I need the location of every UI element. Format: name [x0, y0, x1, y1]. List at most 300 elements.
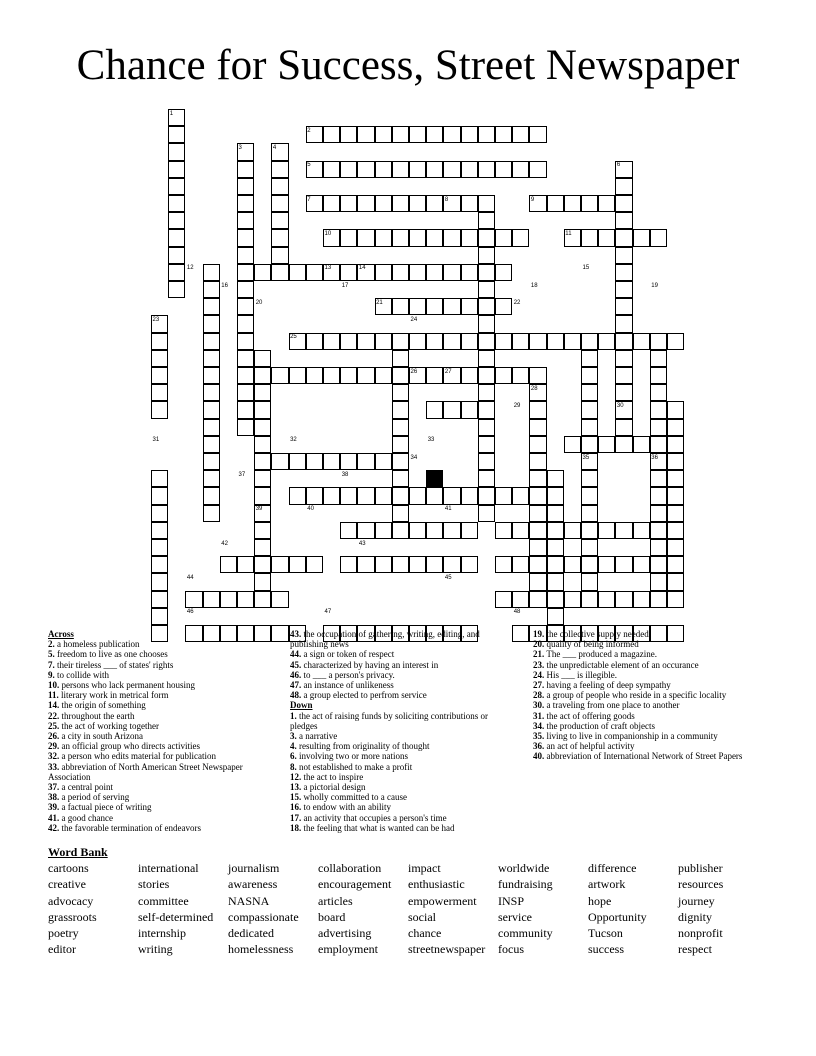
- crossword-cell[interactable]: [271, 591, 288, 608]
- crossword-cell[interactable]: [392, 487, 409, 504]
- crossword-cell[interactable]: [615, 281, 632, 298]
- crossword-cell[interactable]: [271, 178, 288, 195]
- crossword-cell[interactable]: [254, 350, 271, 367]
- crossword-cell[interactable]: [237, 281, 254, 298]
- crossword-cell[interactable]: [306, 333, 323, 350]
- crossword-cell[interactable]: [375, 367, 392, 384]
- crossword-cell[interactable]: [461, 195, 478, 212]
- crossword-cell[interactable]: [547, 539, 564, 556]
- crossword-cell[interactable]: [237, 419, 254, 436]
- crossword-cell[interactable]: [581, 556, 598, 573]
- crossword-cell[interactable]: [237, 212, 254, 229]
- crossword-cell[interactable]: [667, 470, 684, 487]
- crossword-cell[interactable]: [495, 229, 512, 246]
- crossword-cell[interactable]: [289, 453, 306, 470]
- crossword-cell[interactable]: [581, 470, 598, 487]
- crossword-cell[interactable]: [529, 522, 546, 539]
- crossword-cell[interactable]: [529, 436, 546, 453]
- crossword-cell[interactable]: [426, 487, 443, 504]
- crossword-cell[interactable]: [323, 195, 340, 212]
- crossword-cell[interactable]: [151, 539, 168, 556]
- crossword-cell[interactable]: [478, 505, 495, 522]
- crossword-cell[interactable]: [289, 264, 306, 281]
- crossword-cell[interactable]: [237, 401, 254, 418]
- crossword-cell[interactable]: [667, 333, 684, 350]
- crossword-cell[interactable]: [529, 539, 546, 556]
- crossword-cell[interactable]: [323, 161, 340, 178]
- crossword-cell[interactable]: [392, 126, 409, 143]
- crossword-cell[interactable]: [237, 178, 254, 195]
- crossword-cell[interactable]: [650, 470, 667, 487]
- crossword-cell[interactable]: [237, 333, 254, 350]
- crossword-cell[interactable]: [564, 333, 581, 350]
- crossword-cell[interactable]: [461, 264, 478, 281]
- crossword-cell[interactable]: [581, 436, 598, 453]
- crossword-cell[interactable]: [392, 401, 409, 418]
- crossword-cell[interactable]: [426, 333, 443, 350]
- crossword-cell[interactable]: [203, 453, 220, 470]
- crossword-cell[interactable]: [271, 556, 288, 573]
- crossword-cell[interactable]: [633, 556, 650, 573]
- crossword-cell[interactable]: [306, 453, 323, 470]
- crossword-cell[interactable]: [650, 505, 667, 522]
- crossword-cell[interactable]: [581, 591, 598, 608]
- crossword-cell[interactable]: [237, 195, 254, 212]
- crossword-cell[interactable]: [409, 161, 426, 178]
- crossword-cell[interactable]: [340, 367, 357, 384]
- crossword-cell[interactable]: [461, 522, 478, 539]
- crossword-cell[interactable]: [323, 333, 340, 350]
- crossword-cell[interactable]: [495, 161, 512, 178]
- crossword-cell[interactable]: [598, 556, 615, 573]
- crossword-cell[interactable]: [340, 195, 357, 212]
- crossword-cell[interactable]: [615, 178, 632, 195]
- crossword-cell[interactable]: [650, 591, 667, 608]
- crossword-cell[interactable]: [271, 367, 288, 384]
- crossword-cell[interactable]: [392, 333, 409, 350]
- crossword-cell[interactable]: [392, 556, 409, 573]
- crossword-cell[interactable]: [340, 161, 357, 178]
- crossword-cell[interactable]: [650, 367, 667, 384]
- crossword-cell[interactable]: [461, 229, 478, 246]
- crossword-cell[interactable]: [478, 212, 495, 229]
- crossword-cell[interactable]: [392, 419, 409, 436]
- crossword-cell[interactable]: [529, 333, 546, 350]
- crossword-cell[interactable]: [615, 556, 632, 573]
- crossword-cell[interactable]: [203, 384, 220, 401]
- crossword-cell[interactable]: [443, 161, 460, 178]
- crossword-cell[interactable]: [615, 298, 632, 315]
- crossword-cell[interactable]: [203, 333, 220, 350]
- crossword-cell[interactable]: [168, 212, 185, 229]
- crossword-cell[interactable]: [254, 573, 271, 590]
- crossword-cell[interactable]: [564, 436, 581, 453]
- crossword-cell[interactable]: [650, 333, 667, 350]
- crossword-cell[interactable]: [478, 367, 495, 384]
- crossword-cell[interactable]: [426, 126, 443, 143]
- crossword-cell[interactable]: [547, 487, 564, 504]
- crossword-cell[interactable]: [667, 453, 684, 470]
- crossword-cell[interactable]: [151, 608, 168, 625]
- crossword-cell[interactable]: [478, 247, 495, 264]
- crossword-cell[interactable]: [392, 195, 409, 212]
- crossword-cell[interactable]: [254, 522, 271, 539]
- crossword-cell[interactable]: [633, 229, 650, 246]
- crossword-cell[interactable]: [547, 522, 564, 539]
- crossword-cell[interactable]: [220, 556, 237, 573]
- crossword-cell[interactable]: [443, 333, 460, 350]
- crossword-cell[interactable]: [340, 556, 357, 573]
- crossword-cell[interactable]: [357, 195, 374, 212]
- crossword-cell[interactable]: [254, 556, 271, 573]
- crossword-cell[interactable]: [478, 333, 495, 350]
- crossword-cell[interactable]: [426, 367, 443, 384]
- crossword-cell[interactable]: [443, 401, 460, 418]
- crossword-cell[interactable]: [340, 333, 357, 350]
- crossword-cell[interactable]: [375, 333, 392, 350]
- crossword-cell[interactable]: [375, 556, 392, 573]
- crossword-cell[interactable]: [650, 229, 667, 246]
- crossword-cell[interactable]: [581, 229, 598, 246]
- crossword-cell[interactable]: [151, 573, 168, 590]
- crossword-cell[interactable]: [495, 591, 512, 608]
- crossword-cell[interactable]: [340, 487, 357, 504]
- crossword-cell[interactable]: [271, 195, 288, 212]
- crossword-cell[interactable]: [168, 178, 185, 195]
- crossword-cell[interactable]: [650, 436, 667, 453]
- crossword-cell[interactable]: [564, 195, 581, 212]
- crossword-cell[interactable]: [306, 487, 323, 504]
- crossword-cell[interactable]: [237, 315, 254, 332]
- crossword-cell[interactable]: [547, 333, 564, 350]
- crossword-cell[interactable]: [254, 401, 271, 418]
- crossword-cell[interactable]: [426, 556, 443, 573]
- crossword-cell[interactable]: [271, 229, 288, 246]
- crossword-cell[interactable]: [357, 126, 374, 143]
- crossword-cell[interactable]: [254, 419, 271, 436]
- crossword-cell[interactable]: [529, 556, 546, 573]
- crossword-cell[interactable]: [151, 401, 168, 418]
- crossword-cell[interactable]: [168, 281, 185, 298]
- crossword-cell[interactable]: [615, 315, 632, 332]
- crossword-cell[interactable]: [375, 195, 392, 212]
- crossword-cell[interactable]: [598, 229, 615, 246]
- crossword-cell[interactable]: [237, 264, 254, 281]
- crossword-cell[interactable]: [254, 539, 271, 556]
- crossword-cell[interactable]: [615, 229, 632, 246]
- crossword-cell[interactable]: [151, 591, 168, 608]
- crossword-cell[interactable]: [443, 229, 460, 246]
- crossword-cell[interactable]: [615, 384, 632, 401]
- crossword-cell[interactable]: [340, 126, 357, 143]
- crossword-cell[interactable]: [392, 298, 409, 315]
- crossword-cell[interactable]: [461, 367, 478, 384]
- crossword-cell[interactable]: [495, 367, 512, 384]
- crossword-cell[interactable]: [151, 487, 168, 504]
- crossword-cell[interactable]: [615, 419, 632, 436]
- crossword-cell[interactable]: [237, 384, 254, 401]
- crossword-cell[interactable]: [650, 350, 667, 367]
- crossword-cell[interactable]: [650, 401, 667, 418]
- crossword-cell[interactable]: [237, 350, 254, 367]
- crossword-cell[interactable]: [151, 556, 168, 573]
- crossword-cell[interactable]: [478, 453, 495, 470]
- crossword-cell[interactable]: [633, 436, 650, 453]
- crossword-cell[interactable]: [667, 487, 684, 504]
- crossword-cell[interactable]: [615, 195, 632, 212]
- crossword-cell[interactable]: [478, 161, 495, 178]
- crossword-cell[interactable]: [375, 522, 392, 539]
- crossword-cell[interactable]: [254, 591, 271, 608]
- crossword-cell[interactable]: [615, 247, 632, 264]
- crossword-cell[interactable]: [461, 333, 478, 350]
- crossword-cell[interactable]: [581, 401, 598, 418]
- crossword-cell[interactable]: [409, 522, 426, 539]
- crossword-cell[interactable]: [650, 384, 667, 401]
- crossword-cell[interactable]: [650, 487, 667, 504]
- crossword-cell[interactable]: [237, 556, 254, 573]
- crossword-cell[interactable]: [357, 229, 374, 246]
- crossword-cell[interactable]: [168, 264, 185, 281]
- crossword-cell[interactable]: [409, 487, 426, 504]
- crossword-cell[interactable]: [615, 522, 632, 539]
- crossword-cell[interactable]: [237, 247, 254, 264]
- crossword-cell[interactable]: [547, 505, 564, 522]
- crossword-cell[interactable]: [495, 556, 512, 573]
- crossword-cell[interactable]: [547, 470, 564, 487]
- crossword-cell[interactable]: [529, 470, 546, 487]
- crossword-cell[interactable]: [203, 591, 220, 608]
- crossword-cell[interactable]: [581, 350, 598, 367]
- crossword-cell[interactable]: [426, 161, 443, 178]
- crossword-cell[interactable]: [392, 264, 409, 281]
- crossword-cell[interactable]: [650, 539, 667, 556]
- crossword-cell[interactable]: [203, 419, 220, 436]
- crossword-cell[interactable]: [461, 126, 478, 143]
- crossword-cell[interactable]: [392, 505, 409, 522]
- crossword-cell[interactable]: [547, 591, 564, 608]
- crossword-cell[interactable]: [168, 126, 185, 143]
- crossword-cell[interactable]: [443, 264, 460, 281]
- crossword-cell[interactable]: [615, 264, 632, 281]
- crossword-cell[interactable]: [512, 126, 529, 143]
- crossword-cell[interactable]: [564, 556, 581, 573]
- crossword-cell[interactable]: [340, 453, 357, 470]
- crossword-cell[interactable]: [409, 333, 426, 350]
- crossword-cell[interactable]: [598, 436, 615, 453]
- crossword-cell[interactable]: [203, 298, 220, 315]
- crossword-cell[interactable]: [254, 453, 271, 470]
- crossword-cell[interactable]: [254, 487, 271, 504]
- crossword-cell[interactable]: [409, 298, 426, 315]
- crossword-cell[interactable]: [598, 591, 615, 608]
- crossword-cell[interactable]: [478, 401, 495, 418]
- crossword-cell[interactable]: [151, 384, 168, 401]
- crossword-cell[interactable]: [478, 298, 495, 315]
- crossword-cell[interactable]: [615, 436, 632, 453]
- crossword-cell[interactable]: [392, 229, 409, 246]
- crossword-cell[interactable]: [667, 539, 684, 556]
- crossword-cell[interactable]: [357, 333, 374, 350]
- crossword-cell[interactable]: [151, 367, 168, 384]
- crossword-cell[interactable]: [254, 384, 271, 401]
- crossword-cell[interactable]: [168, 229, 185, 246]
- crossword-cell[interactable]: [168, 195, 185, 212]
- crossword-cell[interactable]: [306, 556, 323, 573]
- crossword-cell[interactable]: [478, 436, 495, 453]
- crossword-cell[interactable]: [478, 195, 495, 212]
- crossword-cell[interactable]: [547, 608, 564, 625]
- crossword-cell[interactable]: [306, 367, 323, 384]
- crossword-cell[interactable]: [340, 229, 357, 246]
- crossword-cell[interactable]: [443, 522, 460, 539]
- crossword-cell[interactable]: [529, 161, 546, 178]
- crossword-cell[interactable]: [461, 298, 478, 315]
- crossword-cell[interactable]: [512, 591, 529, 608]
- crossword-cell[interactable]: [203, 436, 220, 453]
- crossword-cell[interactable]: [615, 367, 632, 384]
- crossword-cell[interactable]: [581, 419, 598, 436]
- crossword-cell[interactable]: [168, 247, 185, 264]
- crossword-cell[interactable]: [203, 350, 220, 367]
- crossword-cell[interactable]: [151, 522, 168, 539]
- crossword-cell[interactable]: [615, 350, 632, 367]
- crossword-cell[interactable]: [409, 229, 426, 246]
- crossword-cell[interactable]: [495, 487, 512, 504]
- crossword-cell[interactable]: [237, 298, 254, 315]
- crossword-cell[interactable]: [237, 161, 254, 178]
- crossword-cell[interactable]: [392, 470, 409, 487]
- crossword-cell[interactable]: [271, 161, 288, 178]
- crossword-cell[interactable]: [151, 333, 168, 350]
- crossword-cell[interactable]: [443, 126, 460, 143]
- crossword-cell[interactable]: [529, 367, 546, 384]
- crossword-cell[interactable]: [633, 591, 650, 608]
- crossword-cell[interactable]: [478, 470, 495, 487]
- crossword-cell[interactable]: [667, 591, 684, 608]
- crossword-cell[interactable]: [667, 556, 684, 573]
- crossword-cell[interactable]: [529, 573, 546, 590]
- crossword-cell[interactable]: [409, 556, 426, 573]
- crossword-cell[interactable]: [375, 229, 392, 246]
- crossword-cell[interactable]: [633, 522, 650, 539]
- crossword-cell[interactable]: [495, 298, 512, 315]
- crossword-cell[interactable]: [581, 384, 598, 401]
- crossword-cell[interactable]: [615, 333, 632, 350]
- crossword-cell[interactable]: [495, 264, 512, 281]
- crossword-cell[interactable]: [426, 195, 443, 212]
- crossword-cell[interactable]: [512, 161, 529, 178]
- crossword-cell[interactable]: [151, 505, 168, 522]
- crossword-cell[interactable]: [357, 453, 374, 470]
- crossword-cell[interactable]: [478, 281, 495, 298]
- crossword-cell[interactable]: [667, 419, 684, 436]
- crossword-cell[interactable]: [426, 264, 443, 281]
- crossword-cell[interactable]: [254, 264, 271, 281]
- crossword-cell[interactable]: [392, 350, 409, 367]
- crossword-cell[interactable]: [323, 126, 340, 143]
- crossword-cell[interactable]: [529, 505, 546, 522]
- crossword-cell[interactable]: [375, 126, 392, 143]
- crossword-cell[interactable]: [392, 161, 409, 178]
- crossword-cell[interactable]: [478, 229, 495, 246]
- crossword-cell[interactable]: [564, 591, 581, 608]
- crossword-cell[interactable]: [615, 591, 632, 608]
- crossword-cell[interactable]: [203, 487, 220, 504]
- crossword-cell[interactable]: [254, 470, 271, 487]
- crossword-cell[interactable]: [512, 229, 529, 246]
- crossword-cell[interactable]: [529, 126, 546, 143]
- crossword-cell[interactable]: [254, 367, 271, 384]
- crossword-cell[interactable]: [340, 264, 357, 281]
- crossword-cell[interactable]: [512, 487, 529, 504]
- crossword-cell[interactable]: [306, 264, 323, 281]
- crossword-cell[interactable]: [443, 487, 460, 504]
- crossword-cell[interactable]: [185, 591, 202, 608]
- crossword-cell[interactable]: [409, 126, 426, 143]
- crossword-cell[interactable]: [375, 453, 392, 470]
- crossword-cell[interactable]: [512, 522, 529, 539]
- crossword-cell[interactable]: [323, 367, 340, 384]
- crossword-cell[interactable]: [271, 247, 288, 264]
- crossword-cell[interactable]: [289, 556, 306, 573]
- crossword-cell[interactable]: [512, 367, 529, 384]
- crossword-cell[interactable]: [203, 367, 220, 384]
- crossword-cell[interactable]: [237, 367, 254, 384]
- crossword-cell[interactable]: [650, 573, 667, 590]
- crossword-cell[interactable]: [598, 333, 615, 350]
- crossword-cell[interactable]: [392, 384, 409, 401]
- crossword-cell[interactable]: [271, 212, 288, 229]
- crossword-cell[interactable]: [529, 487, 546, 504]
- crossword-cell[interactable]: [650, 419, 667, 436]
- crossword-cell[interactable]: [426, 298, 443, 315]
- crossword-cell[interactable]: [203, 505, 220, 522]
- crossword-cell[interactable]: [203, 470, 220, 487]
- crossword-cell[interactable]: [271, 264, 288, 281]
- crossword-cell[interactable]: [426, 401, 443, 418]
- crossword-cell[interactable]: [151, 350, 168, 367]
- crossword-cell[interactable]: [547, 556, 564, 573]
- crossword-cell[interactable]: [375, 161, 392, 178]
- crossword-cell[interactable]: [220, 591, 237, 608]
- crossword-cell[interactable]: [495, 126, 512, 143]
- crossword-cell[interactable]: [392, 436, 409, 453]
- crossword-cell[interactable]: [512, 556, 529, 573]
- crossword-cell[interactable]: [203, 264, 220, 281]
- crossword-cell[interactable]: [426, 229, 443, 246]
- crossword-cell[interactable]: [392, 453, 409, 470]
- crossword-cell[interactable]: [357, 487, 374, 504]
- crossword-cell[interactable]: [461, 487, 478, 504]
- crossword-cell[interactable]: [289, 367, 306, 384]
- crossword-cell[interactable]: [409, 195, 426, 212]
- crossword-cell[interactable]: [529, 419, 546, 436]
- crossword-cell[interactable]: [581, 522, 598, 539]
- crossword-cell[interactable]: [615, 212, 632, 229]
- crossword-cell[interactable]: [323, 487, 340, 504]
- crossword-cell[interactable]: [478, 384, 495, 401]
- crossword-cell[interactable]: [495, 333, 512, 350]
- crossword-cell[interactable]: [478, 487, 495, 504]
- crossword-cell[interactable]: [598, 522, 615, 539]
- crossword-cell[interactable]: [323, 453, 340, 470]
- crossword-cell[interactable]: [392, 522, 409, 539]
- crossword-cell[interactable]: [340, 522, 357, 539]
- crossword-cell[interactable]: [392, 367, 409, 384]
- crossword-cell[interactable]: [581, 367, 598, 384]
- crossword-cell[interactable]: [461, 161, 478, 178]
